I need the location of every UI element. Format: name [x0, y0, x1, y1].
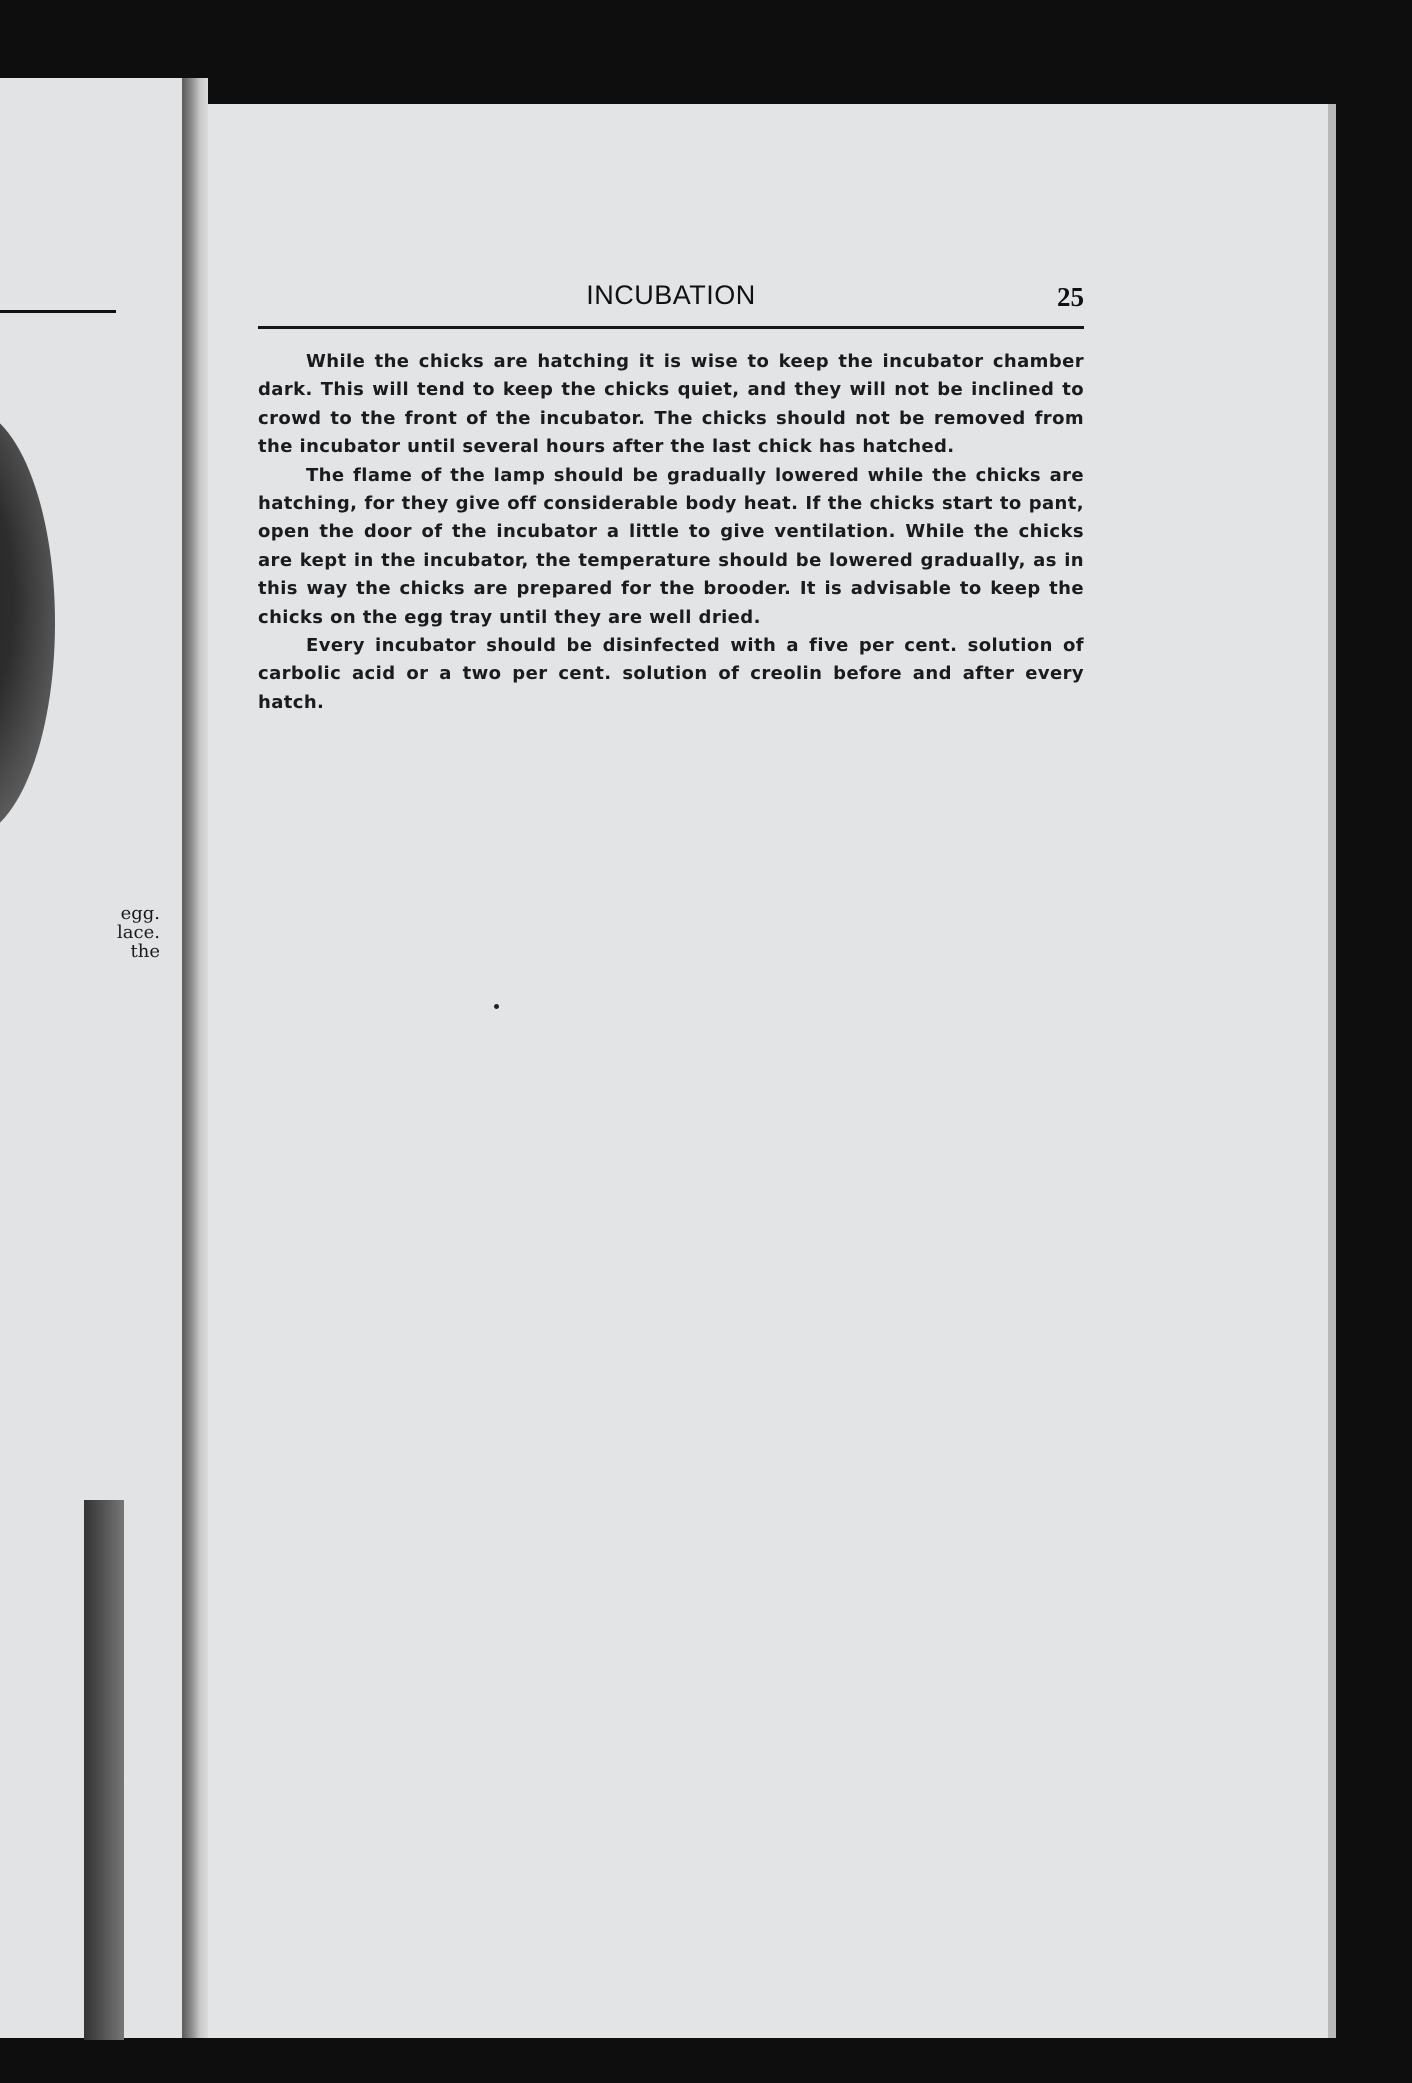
page-number: 25 [1057, 282, 1084, 312]
egg-illustration [0, 408, 55, 838]
previous-page-rule [0, 310, 116, 313]
fragment-line: lace. [117, 922, 160, 943]
fragment-line: the [130, 941, 160, 962]
page-edge [1328, 104, 1336, 2038]
gutter-shadow [84, 1500, 124, 2040]
paragraph: The flame of the lamp should be gradually lowered while the chicks are hatching, for they give off considerable body heat. If the chicks start to pant, open the door of the incubator a little to give ventilation. While the chicks are kept in the incubator, the temperature should be lowered gradually, as in this way the chicks are prepared for the brooder. It is advisable to keep the chicks on the egg tray until they are well dried. [258, 464, 1084, 628]
running-head: INCUBATION [586, 280, 756, 310]
paragraph: While the chicks are hatching it is wise to keep the incubator chamber dark. This will tend to keep the chicks quiet, and they will not be inclined to crowd to the front of the incubator. The chicks should not be removed from the incubator until several hours after the last chick has hatched. [258, 351, 1084, 458]
book-gutter [182, 78, 208, 2038]
page [204, 104, 1328, 2038]
paragraph: Every incubator should be disinfected with a five per cent. solution of carbolic acid or a two per cent. solution of creolin before and after every hatch. [258, 635, 1084, 713]
body-text [258, 348, 1084, 717]
fragment-line: egg. [120, 903, 160, 924]
previous-page-text-fragment [117, 904, 160, 961]
header-rule [258, 326, 1084, 329]
scan-speck [494, 1004, 499, 1009]
page-header [258, 280, 1084, 326]
